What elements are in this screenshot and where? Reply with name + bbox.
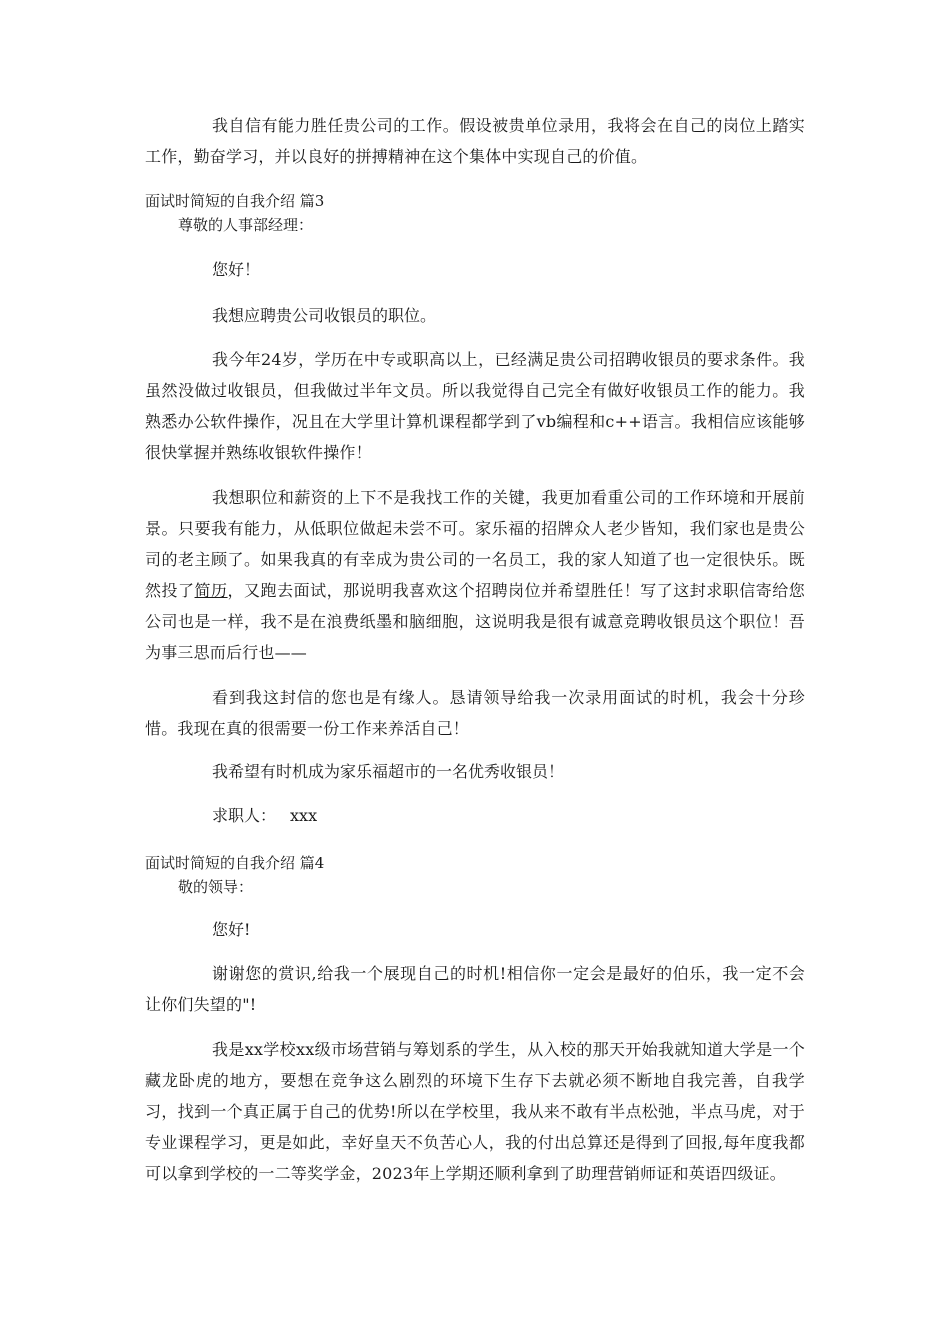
section-3-signature [212,800,317,831]
section-3-heading: 面试时简短的自我介绍 篇3 [145,192,325,210]
paragraph-2-text-end: ，又跑去面试，那说明我喜欢这个招聘岗位并希望胜任！写了这封求职信寄给您公司也是一样，我不是在浪费纸墨和脑细胞，这说明我是很有诚意竞聘收银员这个职位！吾为事三思而后行也—— [145,581,805,662]
section-4-salutation: 敬的领导： [178,878,254,896]
section-4-paragraph-2: 我是xx学校xx级市场营销与筹划系的学生，从入校的那天开始我就知道大学是一个藏龙卧虎的地方，要想在竞争这么剧烈的环境下生存下去就必须不断地自我完善，自我学习，找到一个真正属于自己的优势!所以在学校里，我从来不敢有半点松弛，半点马虎，对于专业课程学习，更是如此，幸好皇天不负苦心人，我的付出总算还是得到了回报,每年度我都可以拿到学校的一二等奖学金，2023年上学期还顺利拿到了助理营销师证和英语四级证。 [145,1040,805,1183]
section-3-paragraph-2 [145,482,805,668]
section-3-paragraph-4: 我希望有时机成为家乐福超市的一名优秀收银员！ [212,762,565,781]
section-3-paragraph-3: 看到我这封信的您也是有缘人。恳请领导给我一次录用面试的时机，我会十分珍惜。我现在真的很需要一份工作来养活自己！ [145,688,805,738]
section-3-intro: 我想应聘贵公司收银员的职位。 [212,306,437,325]
closing-paragraph: 我自信有能力胜任贵公司的工作。假设被贵单位录用，我将会在自己的岗位上踏实工作，勤奋学习，并以良好的拼搏精神在这个集体中实现自己的价值。 [145,116,805,166]
section-3-paragraph-1: 我今年24岁，学历在中专或职高以上，已经满足贵公司招聘收银员的要求条件。我虽然没做过收银员，但我做过半年文员。所以我觉得自己完全有做好收银员工作的能力。我熟悉办公软件操作，况且在大学里计算机课程都学到了vb编程和c++语言。我相信应该能够很快掌握并熟练收银软件操作！ [145,350,805,462]
paragraph-2-text-start: 我想职位和薪资的上下不是我找工作的关键，我更加看重公司的工作环境和开展前景。只要我有能力，从低职位做起未尝不可。家乐福的招牌众人老少皆知，我们家也是贵公司的老主顾了。如果我真的有幸成为贵公司的一名员工，我的家人知道了也一定很快乐。既然投了 [145,488,805,600]
resume-link[interactable]: 简历 [194,581,228,600]
signature-label: 求职人： [212,806,277,825]
section-3-salutation: 尊敬的人事部经理： [178,216,314,234]
section-3-greeting: 您好！ [212,260,261,279]
signature-name: xxx [290,806,318,825]
section-4-heading: 面试时简短的自我介绍 篇4 [145,854,325,872]
section-4-greeting: 您好! [212,920,251,939]
section-4-paragraph-1: 谢谢您的赏识,给我一个展现自己的时机!相信你一定会是最好的伯乐，我一定不会让你们失望的"! [145,964,805,1014]
